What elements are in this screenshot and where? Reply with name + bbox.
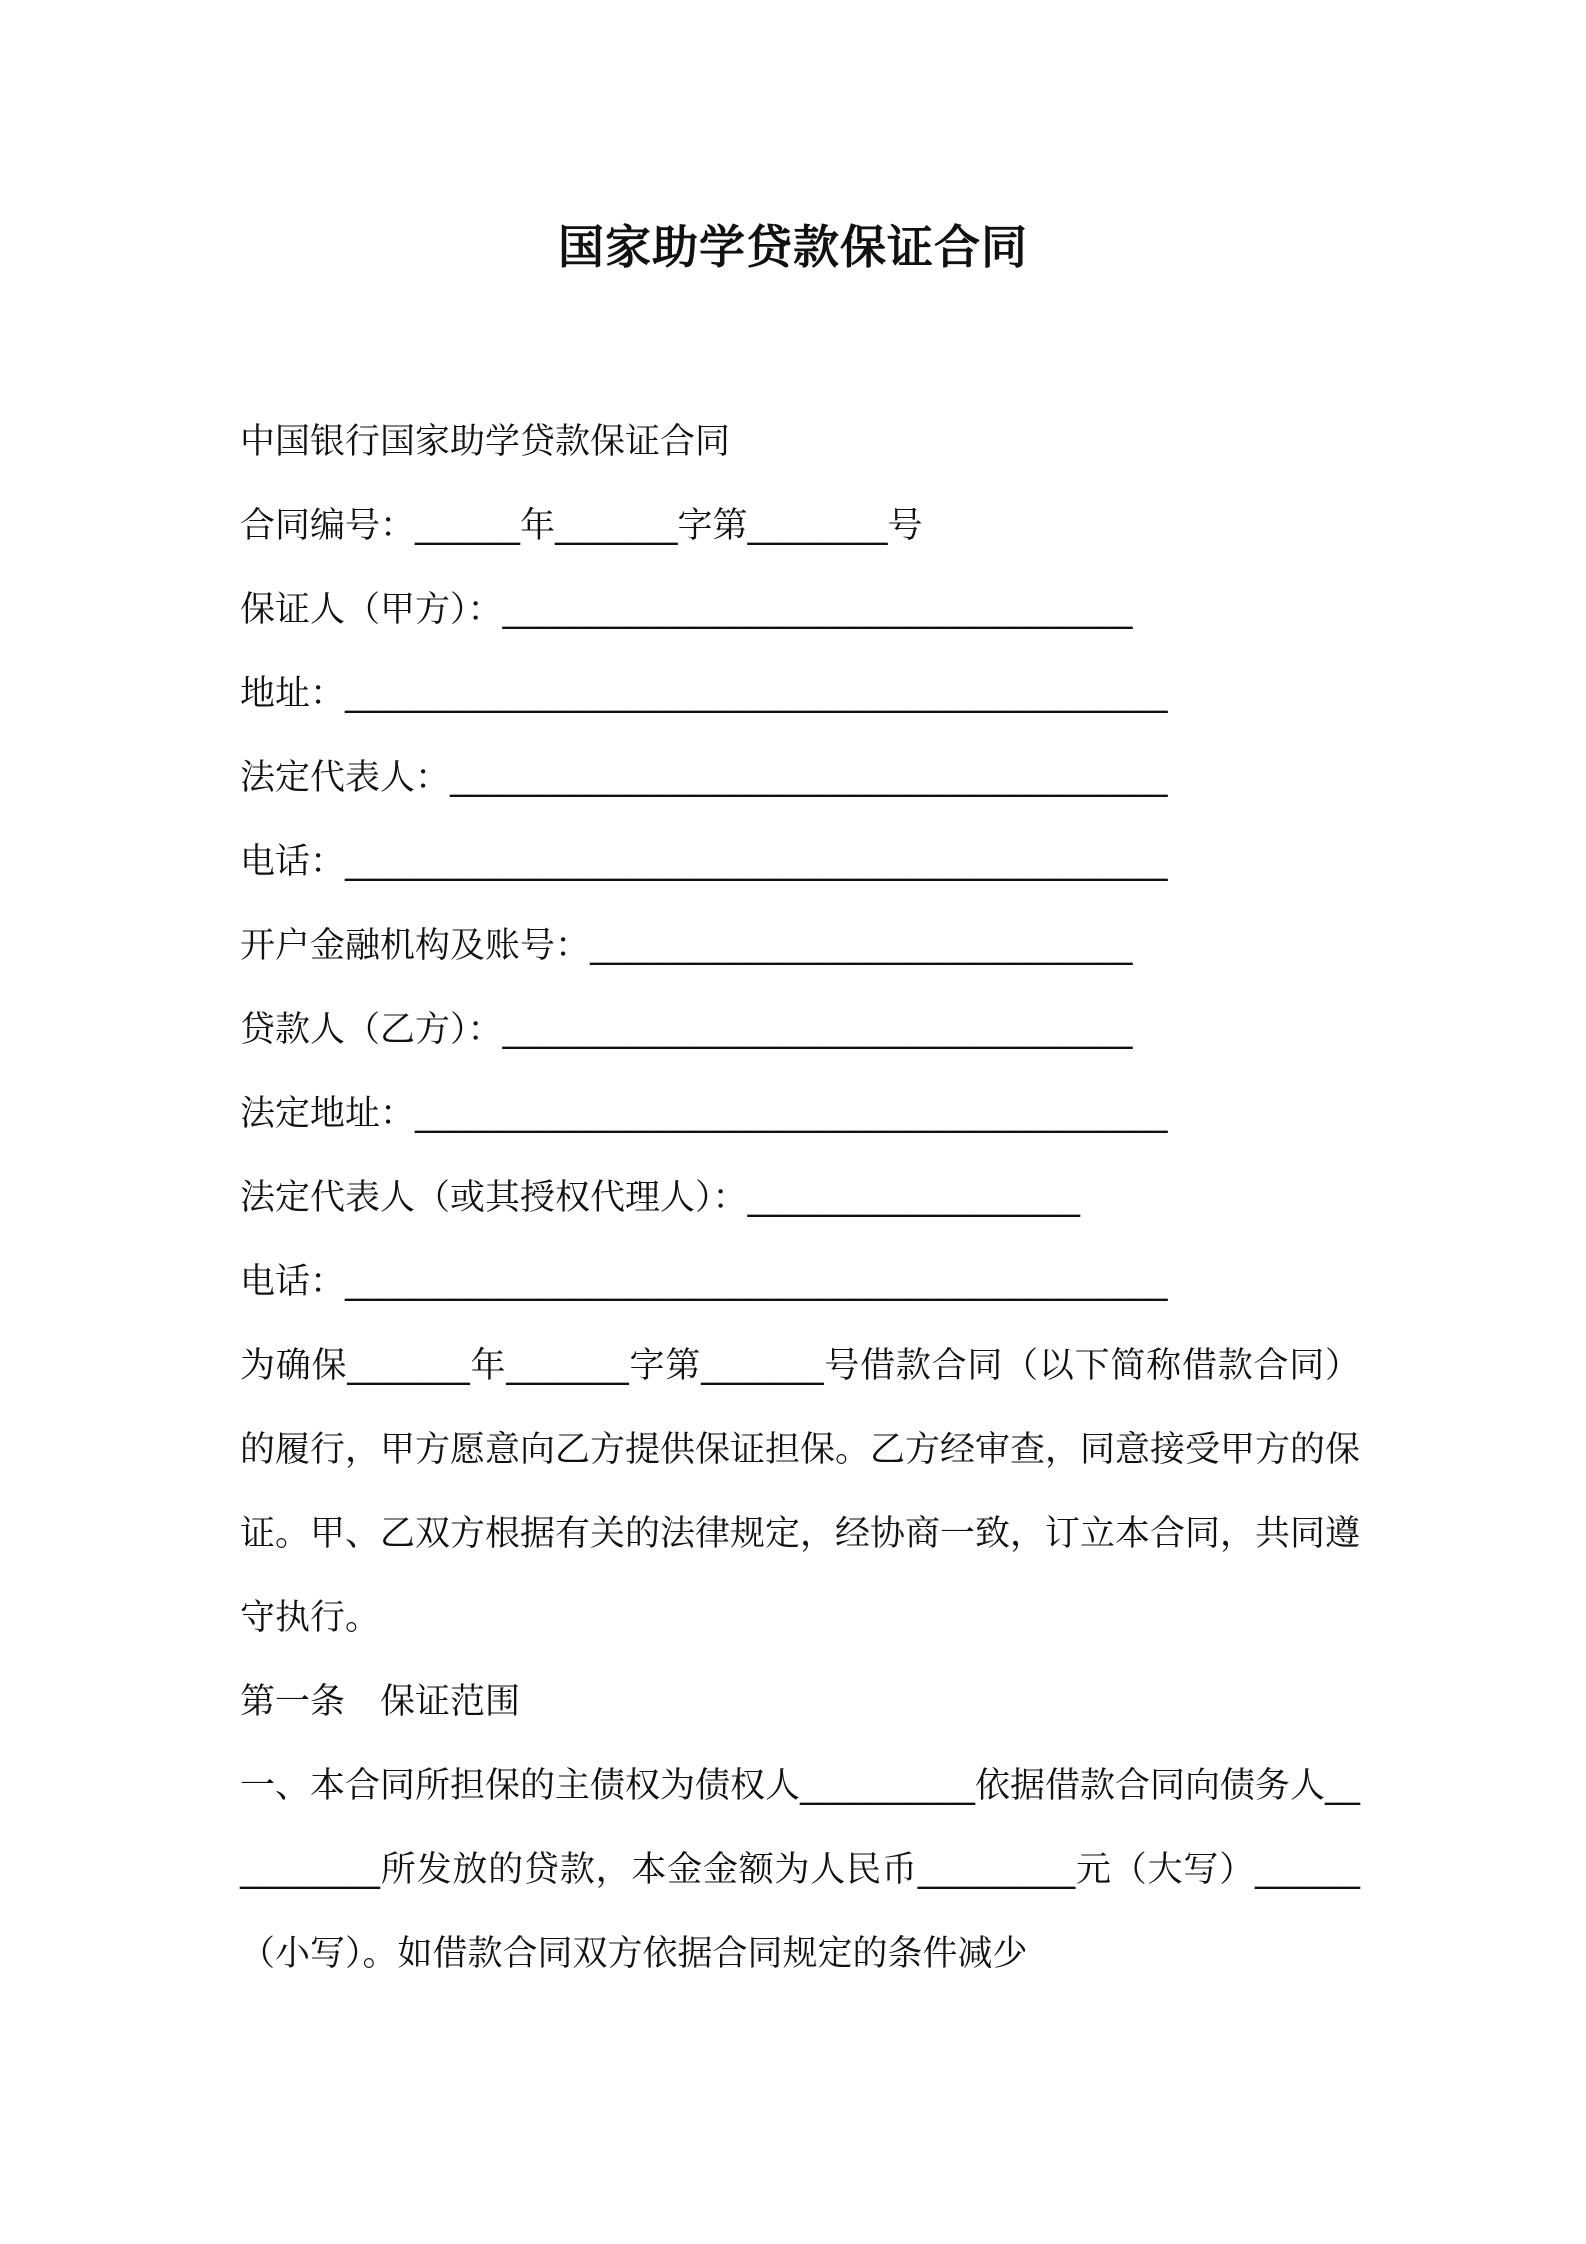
lender-legal-rep-line: 法定代表人（或其授权代理人）：___________________ bbox=[240, 1178, 1081, 1218]
preamble-paragraph: 为确保_______年_______字第_______号借款合同（以下简称借款合同）的履行，甲方愿意向乙方提供保证担保。乙方经审查，同意接受甲方的保证。甲、乙双方根据有关的法律规定，经协商一致，订立本合同，共同遵守执行。 bbox=[240, 1346, 1361, 1638]
lender-phone-line: 电话：_______________________________________________ bbox=[240, 1262, 1168, 1302]
document-title: 国家助学贷款保证合同 bbox=[558, 220, 1028, 274]
guarantor-legal-rep-line: 法定代表人：_________________________________________ bbox=[240, 758, 1168, 798]
lender-line: 贷款人（乙方）：____________________________________ bbox=[240, 1010, 1133, 1050]
document-body bbox=[240, 400, 1360, 1996]
guarantor-phone-line: 电话：_______________________________________________ bbox=[240, 842, 1168, 882]
article-1-heading: 第一条 保证范围 bbox=[240, 1682, 521, 1722]
article-1-clause-1: 一、本合同所担保的主债权为债权人__________依据借款合同向债务人__________所发放的贷款，本金金额为人民币_________元（大写）______（小写）。如借款合同双方依据合同规定的条件减少 bbox=[240, 1766, 1361, 1974]
guarantor-address-line: 地址：_______________________________________________ bbox=[240, 674, 1168, 714]
contract-number-line: 合同编号：______年_______字第________号 bbox=[240, 506, 923, 546]
bank-account-line: 开户金融机构及账号：_______________________________ bbox=[240, 926, 1133, 966]
guarantor-line: 保证人（甲方）：____________________________________ bbox=[240, 590, 1133, 630]
subtitle-line: 中国银行国家助学贷款保证合同 bbox=[240, 422, 731, 462]
lender-address-line: 法定地址：___________________________________________ bbox=[240, 1094, 1168, 1134]
